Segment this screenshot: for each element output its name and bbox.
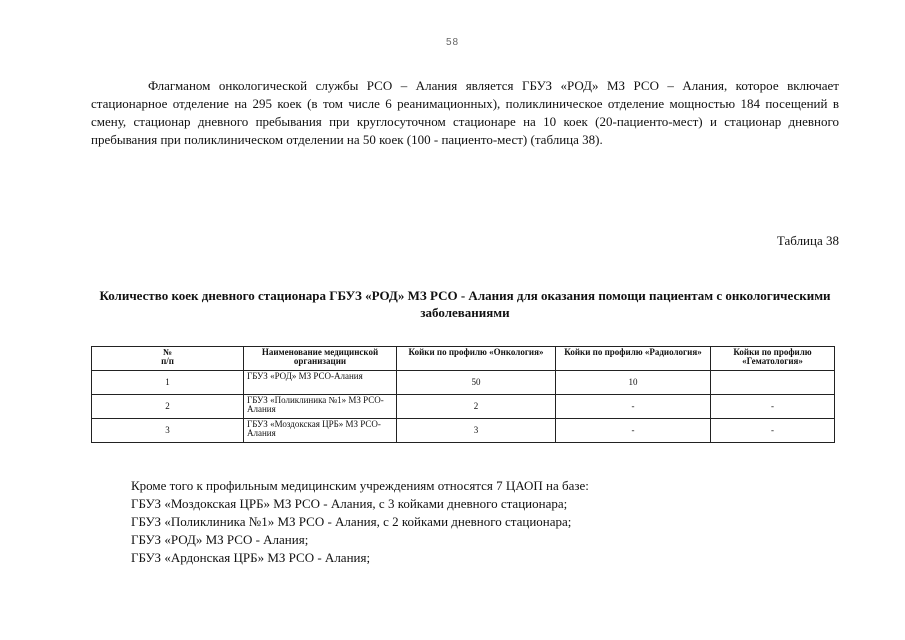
row-radiology: - [556,395,711,419]
beds-table [91,346,835,443]
table-row [92,371,835,395]
intro-paragraph: Флагманом онкологической службы РСО – Алания является ГБУЗ «РОД» МЗ РСО – Алания, которое включает стационарное отделение на 295 коек (в том числе 6 реанимационных), поликлиническое отделение мощностью 184 посещений в смену, стационар дневного пребывания при круглосуточном стационаре на 10 коек (20-пациенто-мест) и стационар дневного пребывания при поликлиническом отделении на 50 коек (100 - пациенто-мест) (таблица 38). [91,78,839,147]
header-oncology: Койки по профилю «Онкология» [397,347,556,371]
row-oncology: 50 [397,371,556,395]
header-hematology: Койки по профилю «Гематология» [711,347,835,371]
header-organization: Наименование медицинской организации [244,347,397,371]
header-radiology: Койки по профилю «Радиология» [556,347,711,371]
row-hematology: - [711,395,835,419]
row-radiology: - [556,419,711,443]
header-number-line1: № [162,347,173,357]
additional-info-line: Кроме того к профильным медицинским учреждениям относятся 7 ЦАОП на базе: [131,478,589,493]
row-number: 2 [92,395,244,419]
additional-info-line: ГБУЗ «РОД» МЗ РСО - Алания; [131,532,309,547]
row-oncology: 2 [397,395,556,419]
table-row [92,395,835,419]
header-number [92,347,244,371]
row-organization: ГБУЗ «Моздокская ЦРБ» МЗ РСО-Алания [244,419,397,443]
page-number: 58 [445,37,460,48]
row-number: 1 [92,371,244,395]
row-organization: ГБУЗ «РОД» МЗ РСО-Алания [244,371,397,395]
row-oncology: 3 [397,419,556,443]
row-organization: ГБУЗ «Поликлиника №1» МЗ РСО-Алания [244,395,397,419]
row-radiology: 10 [556,371,711,395]
additional-info-line: ГБУЗ «Моздокская ЦРБ» МЗ РСО - Алания, с 3 койками дневного стационара; [131,496,568,511]
row-number: 3 [92,419,244,443]
additional-info-line: ГБУЗ «Поликлиника №1» МЗ РСО - Алания, с 2 койками дневного стационара; [131,514,572,529]
additional-info [131,477,589,567]
row-hematology: - [711,419,835,443]
table-row [92,419,835,443]
header-number-line2: п/п [161,356,174,366]
additional-info-line: ГБУЗ «Ардонская ЦРБ» МЗ РСО - Алания; [131,550,371,565]
table-caption: Таблица 38 [776,233,839,248]
table-title: Количество коек дневного стационара ГБУЗ «РОД» МЗ РСО - Алания для оказания помощи пациентам с онкологическими заболеваниями [99,288,831,320]
row-hematology [711,371,835,395]
table-header-row [92,347,835,371]
